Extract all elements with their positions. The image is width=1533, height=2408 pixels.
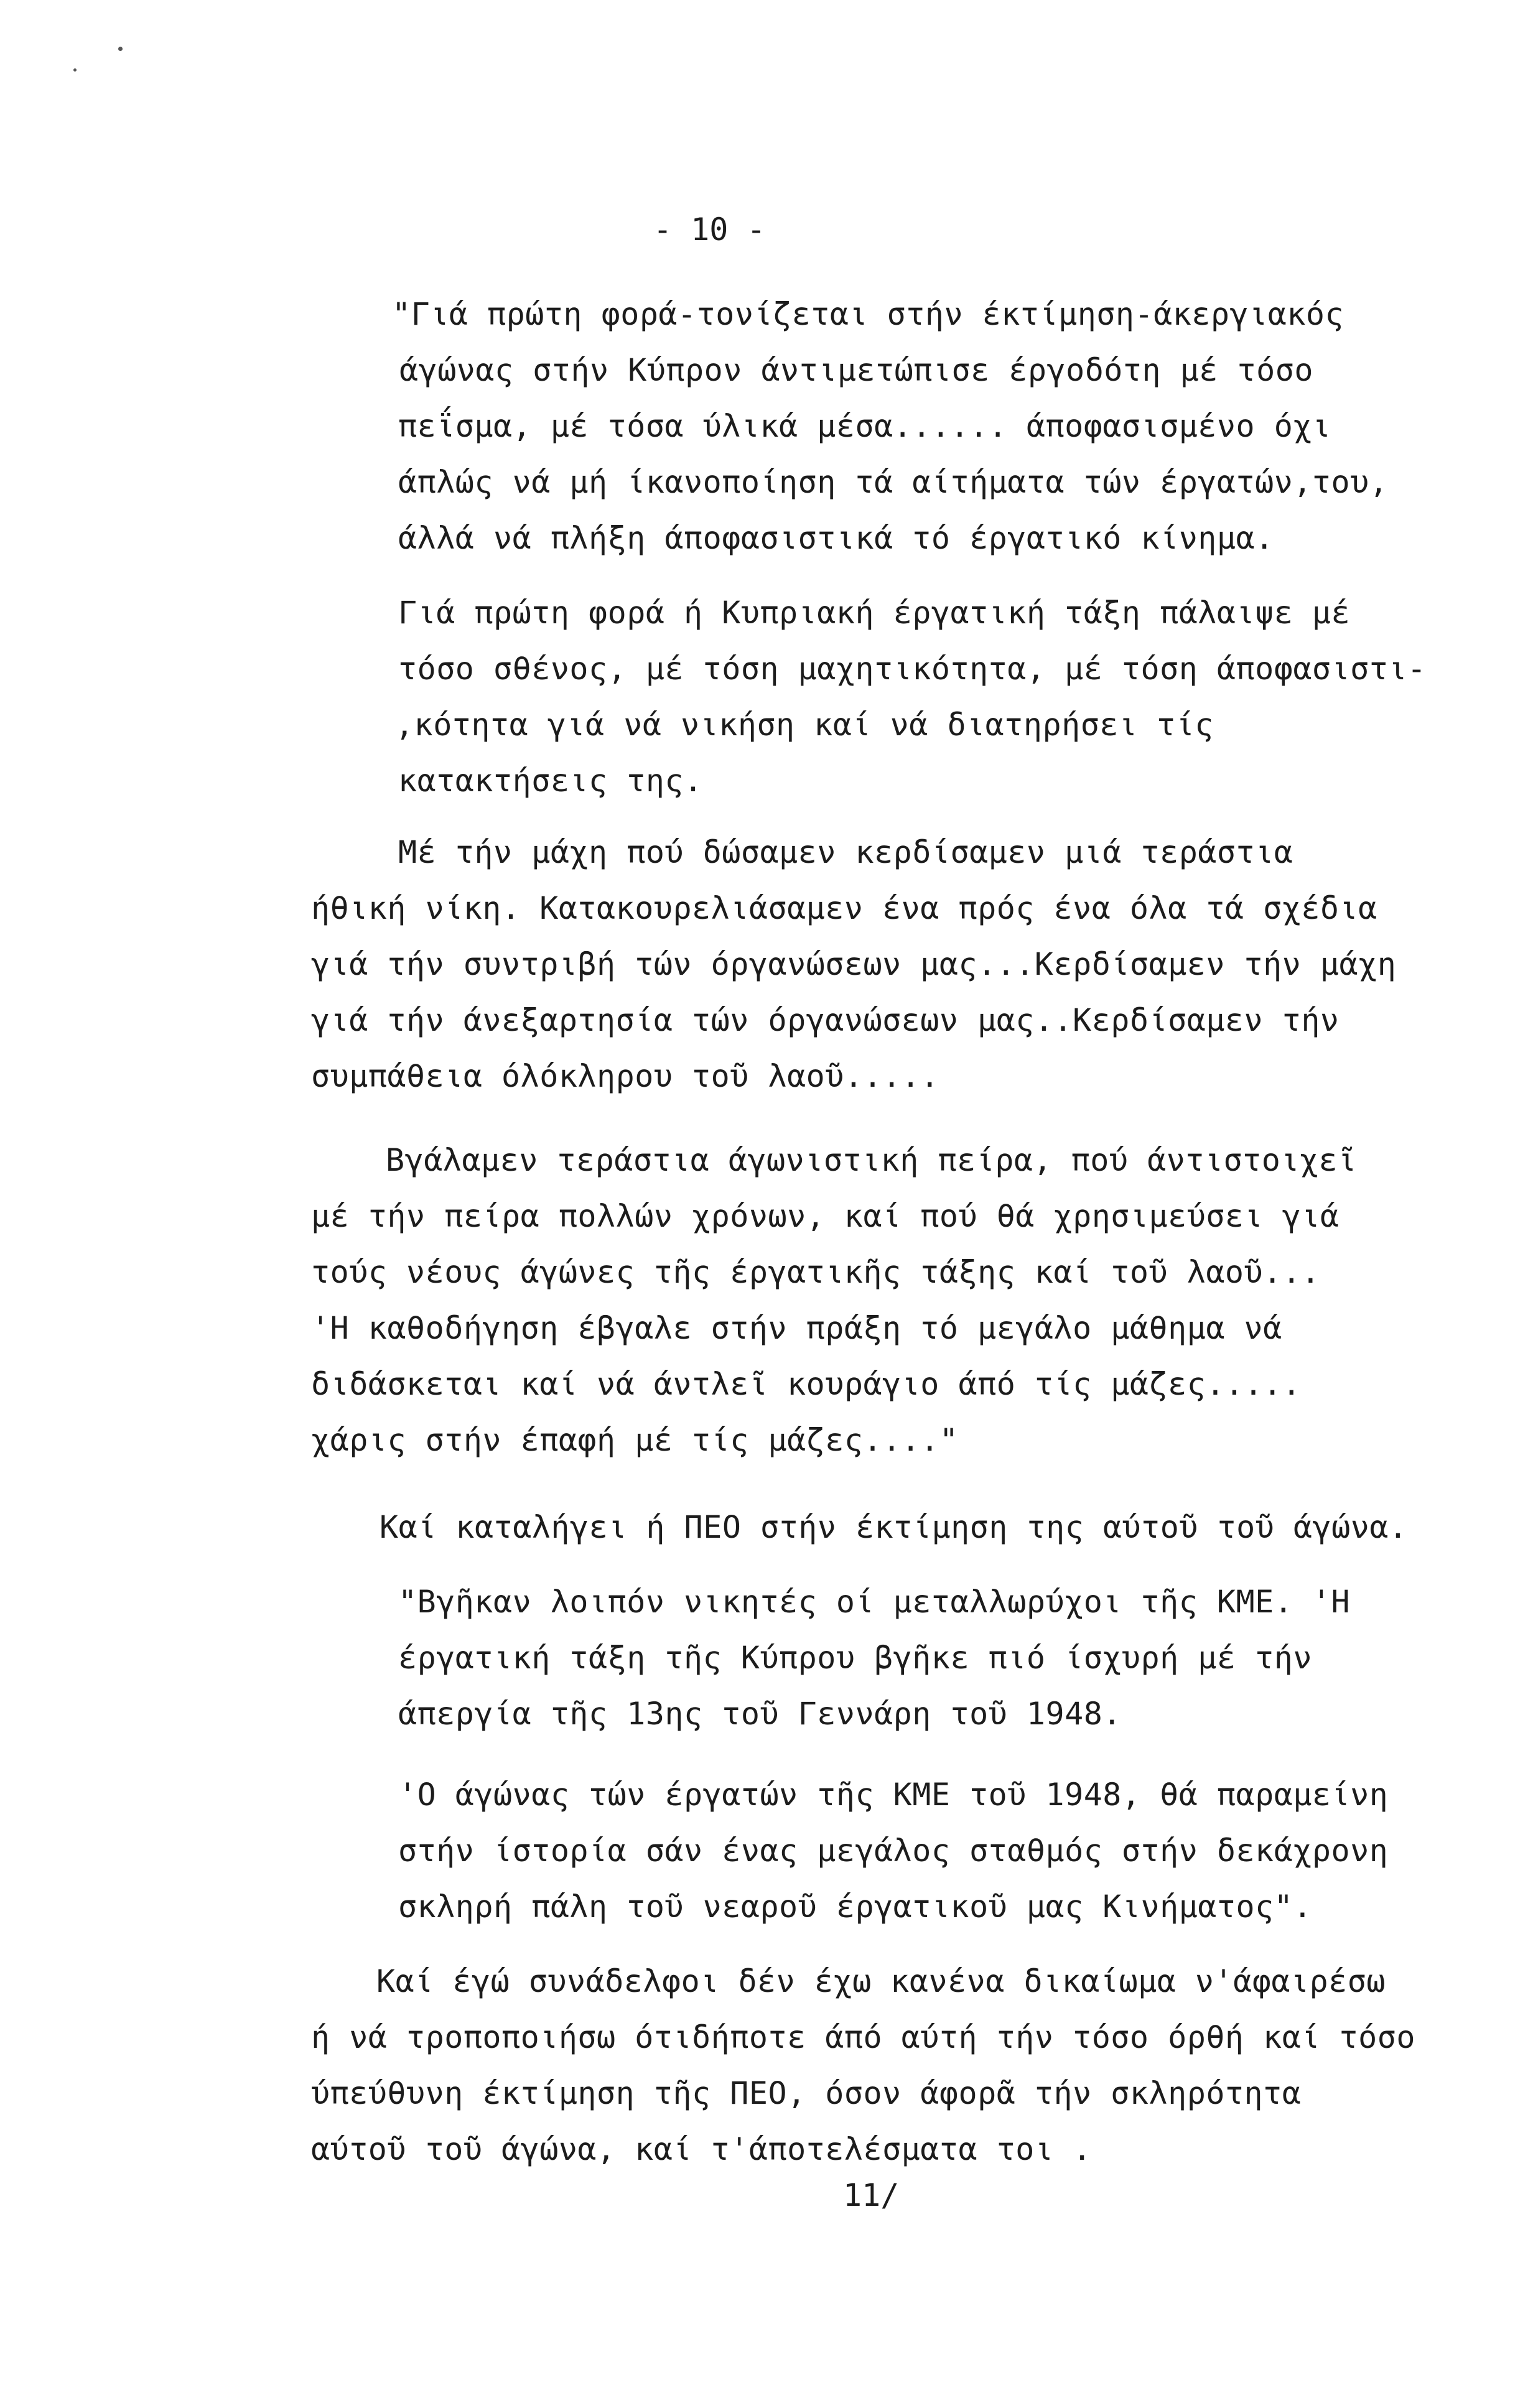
- text-line: κατακτήσεις της.: [398, 763, 703, 799]
- paragraph-3: [311, 824, 1396, 1104]
- scan-speck: [118, 47, 123, 51]
- text-line: τούς νέους άγώνες τῆς έργατικῆς τάξης καί τοῦ λαοῦ...: [311, 1254, 1320, 1290]
- text-line: "Βγῆκαν λοιπόν νικητές οί μεταλλωρύχοι τῆς ΚΜΕ. 'Η: [398, 1584, 1351, 1620]
- text-line: Μέ τήν μάχη πού δώσαμεν κερδίσαμεν μιά τεράστια: [398, 834, 1293, 870]
- page-number: - 10 -: [653, 212, 766, 248]
- text-line: διδάσκεται καί νά άντλεῖ κουράγιο άπό τίς μάζες.....: [311, 1366, 1302, 1402]
- text-line: άγώνας στήν Κύπρον άντιμετώπισε έργοδότη μέ τόσο: [399, 352, 1313, 388]
- text-line: 'Ο άγώνας τών έργατών τῆς ΚΜΕ τοῦ 1948, θά παραμείνη: [398, 1777, 1389, 1813]
- text-line: άπεργία τῆς 13ης τοῦ Γεννάρη τοῦ 1948.: [398, 1696, 1122, 1732]
- paragraph-4: [311, 1132, 1357, 1468]
- paragraph-5: [380, 1499, 1408, 1555]
- text-line: τόσο σθένος, μέ τόση μαχητικότητα, μέ τόση άποφασιστι-: [398, 651, 1427, 687]
- text-line: μέ τήν πείρα πολλών χρόνων, καί πού θά χρησιμεύσει γιά: [311, 1198, 1340, 1234]
- text-line: Βγάλαμεν τεράστια άγωνιστική πείρα, πού άντιστοιχεῖ: [386, 1142, 1357, 1178]
- paragraph-2: [395, 585, 1427, 809]
- text-line: ήθική νίκη. Κατακουρελιάσαμεν ένα πρός ένα όλα τά σχέδια: [311, 890, 1377, 926]
- text-line: ,κότητα γιά νά νικήση καί νά διατηρήσει τίς: [395, 707, 1214, 743]
- text-line: Γιά πρώτη φορά ή Κυπριακή έργατική τάξη πάλαιψε μέ: [398, 595, 1351, 631]
- next-page-marker: 11/: [843, 2177, 900, 2213]
- text-line: άπλώς νά μή ίκανοποίηση τά αίτήματα τών έργατών,του,: [398, 464, 1389, 500]
- paragraph-1: [392, 286, 1388, 566]
- text-line: γιά τήν άνεξαρτησία τών όργανώσεων μας..Κερδίσαμεν τήν: [311, 1002, 1340, 1038]
- text-line: Καί καταλήγει ή ΠΕΟ στήν έκτίμηση της αύτοῦ τοῦ άγώνα.: [380, 1509, 1408, 1545]
- text-line: ύπεύθυνη έκτίμηση τῆς ΠΕΟ, όσον άφορᾶ τήν σκληρότητα: [311, 2075, 1302, 2111]
- text-line: γιά τήν συντριβή τών όργανώσεων μας...Κερδίσαμεν τήν μάχη: [311, 946, 1397, 982]
- text-line: χάρις στήν έπαφή μέ τίς μάζες....": [311, 1422, 959, 1458]
- text-line: συμπάθεια όλόκληρου τοῦ λαοῦ.....: [311, 1058, 939, 1094]
- paragraph-7: [398, 1767, 1388, 1935]
- text-line: αύτοῦ τοῦ άγώνα, καί τ'άποτελέσματα τοι .: [311, 2131, 1092, 2167]
- text-line: ή νά τροποποιήσω ότιδήποτε άπό αύτή τήν τόσο όρθή καί τόσο: [311, 2019, 1415, 2055]
- text-line: Καί έγώ συνάδελφοι δέν έχω κανένα δικαίωμα ν'άφαιρέσω: [376, 1963, 1386, 1999]
- text-line: 'Η καθοδήγηση έβγαλε στήν πράξη τό μεγάλο μάθημα νά: [311, 1310, 1282, 1346]
- paragraph-6: [398, 1574, 1350, 1742]
- text-line: στήν ίστορία σάν ένας μεγάλος σταθμός στήν δεκάχρονη: [398, 1833, 1389, 1869]
- text-line: πεΐσμα, μέ τόσα ύλικά μέσα...... άποφασισμένο όχι: [398, 408, 1331, 444]
- text-line: έργατική τάξη τῆς Κύπρου βγῆκε πιό ίσχυρή μέ τήν: [398, 1640, 1312, 1676]
- text-line: άλλά νά πλήξη άποφασιστικά τό έργατικό κίνημα.: [398, 520, 1274, 556]
- text-line: "Γιά πρώτη φορά-τονίζεται στήν έκτίμηση-άκεργιακός: [392, 296, 1344, 332]
- text-line: σκληρή πάλη τοῦ νεαροῦ έργατικοῦ μας Κινήματος".: [398, 1889, 1312, 1925]
- scan-speck: [73, 68, 77, 72]
- paragraph-8: [311, 1953, 1415, 2177]
